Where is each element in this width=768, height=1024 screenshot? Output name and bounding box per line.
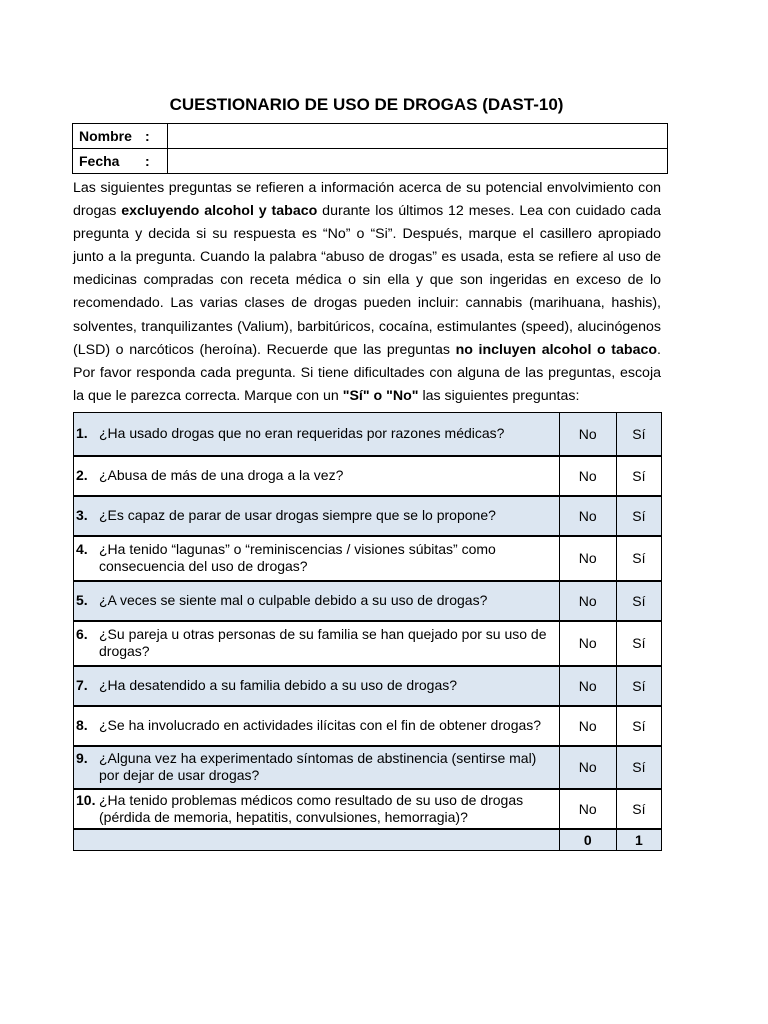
question-row [74, 456, 662, 496]
question-cell [74, 746, 560, 789]
answer-si-cell[interactable]: Sí [616, 413, 661, 456]
question-number: 3. [76, 507, 88, 523]
question-text: ¿A veces se siente mal o culpable debido a su uso de drogas? [99, 592, 488, 608]
question-cell [74, 456, 560, 496]
question-text: ¿Abusa de más de una droga a la vez? [99, 467, 344, 483]
question-cell [74, 666, 560, 706]
totals-row [74, 829, 662, 851]
question-text: ¿Se ha involucrado en actividades ilícitas con el fin de obtener drogas? [99, 717, 542, 733]
answer-no-cell[interactable]: No [559, 666, 616, 706]
answer-no-cell[interactable]: No [559, 746, 616, 789]
question-number: 5. [76, 592, 88, 608]
answer-no-cell[interactable]: No [559, 706, 616, 746]
total-no: 0 [559, 829, 616, 851]
answer-no-cell[interactable]: No [559, 496, 616, 536]
fecha-label: Fecha : [73, 149, 168, 174]
question-cell [74, 706, 560, 746]
answer-si-cell[interactable]: Sí [616, 746, 661, 789]
question-row [74, 536, 662, 581]
question-row [74, 706, 662, 746]
question-text: ¿Es capaz de parar de usar drogas siempre que se lo propone? [99, 507, 496, 523]
question-cell [74, 789, 560, 829]
question-number: 9. [76, 750, 88, 766]
nombre-field[interactable] [168, 124, 668, 149]
question-cell [74, 413, 560, 456]
answer-si-cell[interactable]: Sí [616, 666, 661, 706]
answer-si-cell[interactable]: Sí [616, 581, 661, 621]
answer-si-cell[interactable]: Sí [616, 621, 661, 666]
identification-table [72, 123, 668, 174]
question-number: 10. [76, 791, 96, 808]
answer-no-cell[interactable]: No [559, 789, 616, 829]
answer-no-cell[interactable]: No [559, 621, 616, 666]
question-cell [74, 536, 560, 581]
question-text: ¿Alguna vez ha experimentado síntomas de abstinencia (sentirse mal) por dejar de usar drogas? [99, 750, 537, 783]
question-text: ¿Ha usado drogas que no eran requeridas por razones médicas? [99, 425, 505, 442]
answer-si-cell[interactable]: Sí [616, 496, 661, 536]
question-number: 8. [76, 717, 88, 733]
question-text: ¿Ha tenido “lagunas” o “reminiscencias / visiones súbitas” como consecuencia del uso de drogas? [99, 541, 496, 574]
question-row [74, 496, 662, 536]
question-number: 4. [76, 541, 88, 557]
questions-table [73, 412, 662, 851]
answer-no-cell[interactable]: No [559, 581, 616, 621]
question-text: ¿Su pareja u otras personas de su familia se han quejado por su uso de drogas? [99, 626, 547, 659]
total-si: 1 [616, 829, 661, 851]
answer-si-cell[interactable]: Sí [616, 789, 661, 829]
question-cell [74, 621, 560, 666]
instructions: Las siguientes preguntas se refieren a información acerca de su potencial envolvimiento con drogas excluyendo alcohol y tabaco durante los últimos 12 meses. Lea con cuidado cada pregunta y decida si su respuesta es “No” o “Si”. Después, marque el casillero apropiado junto a la pregunta. Cuando la palabra “abuso de drogas” es usada, esta se refiere al uso de medicinas compradas con receta médica o sin ella y que son ingeridas en exceso de lo recomendado. Las varias clases de drogas pueden incluir: cannabis (marihuana, hashis), solventes, tranquilizantes (Valium), barbitúricos, cocaína, estimulantes (speed), alucinógenos (LSD) o narcóticos (heroína). Recuerde que las preguntas no incluyen alcohol o tabaco. Por favor responda cada pregunta. Si tiene dificultades con alguna de las preguntas, escoja la que le parezca correcta. Marque con un "Sí" o "No" las siguientes preguntas: [73, 180, 662, 404]
page-title: CUESTIONARIO DE USO DE DROGAS (DAST-10) [169, 95, 564, 114]
question-number: 6. [76, 626, 88, 642]
question-cell [74, 496, 560, 536]
fecha-field[interactable] [168, 149, 668, 174]
question-number: 1. [76, 425, 88, 442]
answer-no-cell[interactable]: No [559, 456, 616, 496]
question-row [74, 666, 662, 706]
question-text: ¿Ha desatendido a su familia debido a su uso de drogas? [99, 677, 458, 693]
nombre-label: Nombre : [73, 124, 168, 149]
answer-no-cell[interactable]: No [559, 536, 616, 581]
totals-spacer [74, 829, 560, 851]
question-text: ¿Ha tenido problemas médicos como resultado de su uso de drogas (pérdida de memoria, hepatitis, convulsiones, hemorragia)? [99, 791, 524, 825]
question-cell [74, 581, 560, 621]
question-row [74, 581, 662, 621]
question-row [74, 789, 662, 829]
question-row [74, 746, 662, 789]
answer-si-cell[interactable]: Sí [616, 706, 661, 746]
question-number: 2. [76, 467, 88, 483]
question-row [74, 621, 662, 666]
question-number: 7. [76, 677, 88, 693]
question-row [74, 413, 662, 456]
answer-si-cell[interactable]: Sí [616, 456, 661, 496]
answer-no-cell[interactable]: No [559, 413, 616, 456]
answer-si-cell[interactable]: Sí [616, 536, 661, 581]
